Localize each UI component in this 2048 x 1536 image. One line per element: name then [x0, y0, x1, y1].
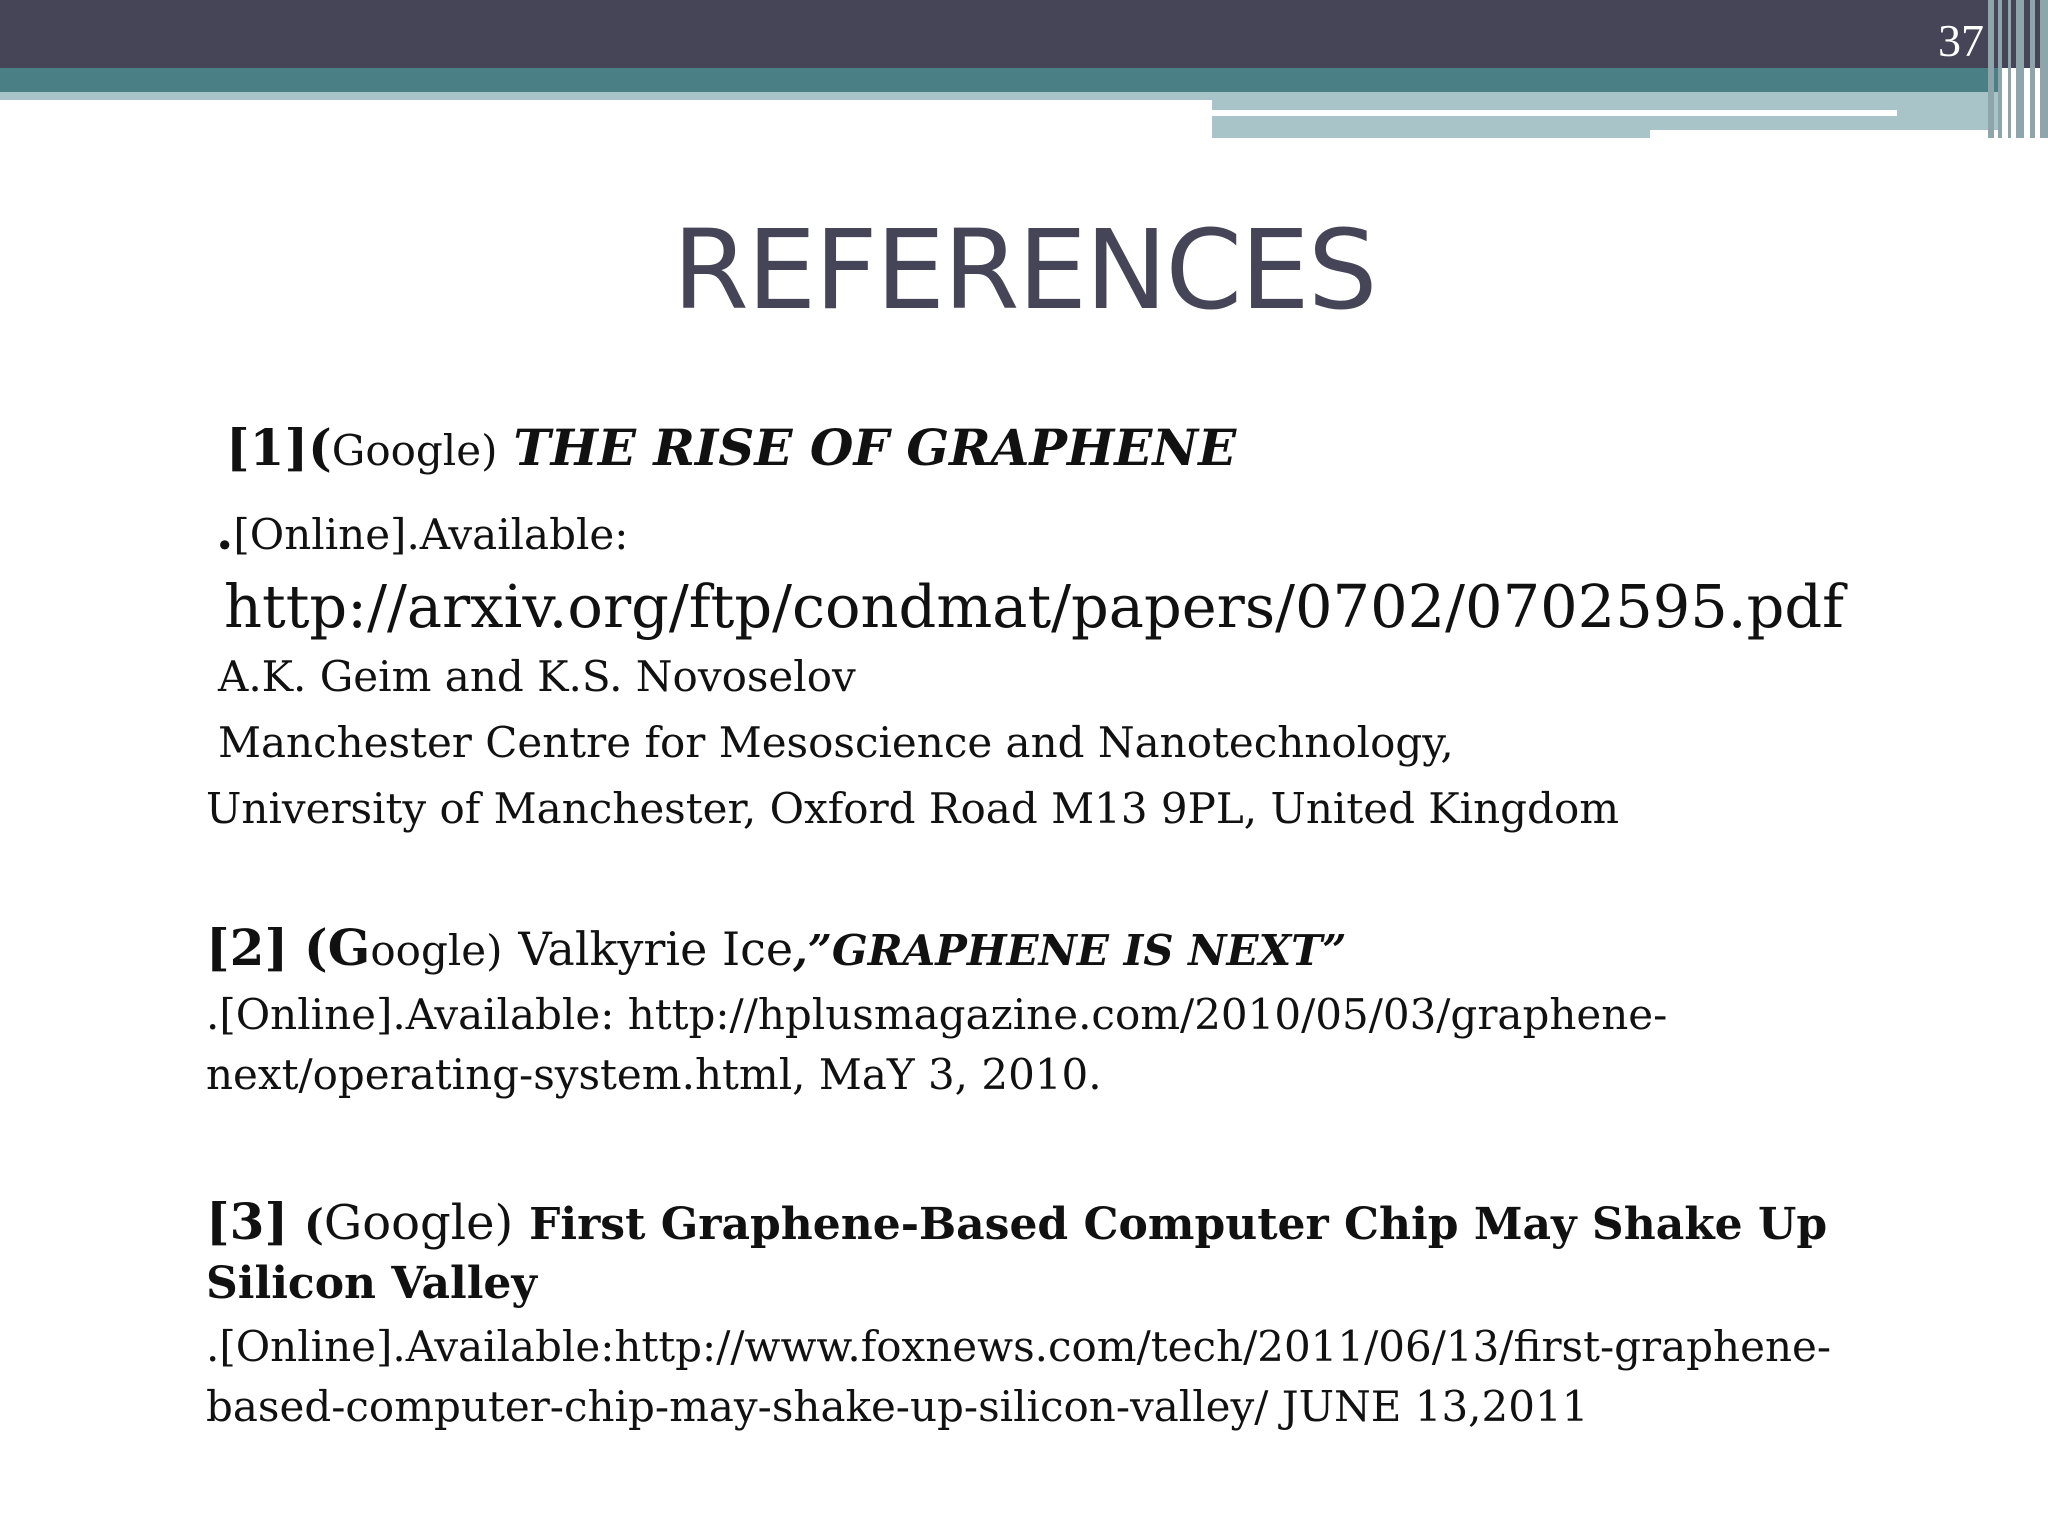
slide-title: REFERENCES [672, 206, 1376, 334]
reference-3-heading [206, 1192, 1827, 1251]
reference-1-url[interactable] [224, 572, 1844, 641]
header-vertical-bar [1988, 0, 1994, 138]
reference-2-line-2[interactable]: .[Online].Available: http://hplusmagazine.com/2010/05/03/graphene- [206, 990, 1668, 1039]
reference-index: [3] [206, 1192, 289, 1251]
reference-1-online [216, 502, 628, 561]
reference-title: ,”GRAPHENE IS NEXT” [793, 926, 1347, 975]
header-vertical-bar [2016, 0, 2024, 138]
reference-source-prefix: (G [304, 918, 371, 977]
header-vertical-bar [2030, 0, 2035, 138]
header-band-light-left [0, 92, 1212, 100]
reference-url-link[interactable]: http://arxiv.org/ftp/condmat/papers/0702/0702595.pdf [224, 572, 1844, 641]
header-white-line [1650, 130, 2000, 138]
slide-number: 37 [1938, 15, 1984, 66]
reference-1-authors: A.K. Geim and K.S. Novoselov [218, 652, 856, 701]
header-vertical-bar [2008, 0, 2011, 138]
reference-3-line-4[interactable]: based-computer-chip-may-shake-up-silicon-valley/ JUNE 13,2011 [206, 1382, 1589, 1431]
reference-title: First Graphene-Based Computer Chip May Shake Up [529, 1199, 1828, 1250]
header-vertical-bar [2040, 0, 2048, 138]
reference-title: THE RISE OF GRAPHENE [513, 418, 1237, 477]
reference-source-prefix: ( [308, 418, 332, 477]
header-white-line [1212, 110, 1897, 116]
reference-1-heading [226, 418, 1236, 477]
reference-2-line-3[interactable]: next/operating-system.html, MaY 3, 2010. [206, 1050, 1102, 1099]
reference-1-affiliation-2: University of Manchester, Oxford Road M13 9PL, United Kingdom [206, 784, 1620, 833]
reference-3-title-line-2: Silicon Valley [206, 1258, 537, 1309]
reference-online-label: [Online].Available: [233, 510, 629, 559]
reference-1-affiliation-1: Manchester Centre for Mesoscience and Nanotechnology, [218, 718, 1454, 767]
reference-2-heading [206, 918, 1347, 977]
reference-source: Google) [323, 1195, 514, 1251]
reference-index: [1] [226, 418, 309, 477]
reference-source-prefix: ( [304, 1200, 324, 1249]
reference-3-line-3[interactable]: .[Online].Available:http://www.foxnews.com/tech/2011/06/13/first-graphene- [206, 1322, 1832, 1371]
reference-index: [2] [206, 918, 289, 977]
header-band-dark [0, 0, 2048, 68]
reference-author: Valkyrie Ice [518, 922, 794, 976]
reference-source: Google) [331, 426, 498, 475]
reference-online-dot: . [216, 502, 234, 561]
header-vertical-bar [1998, 0, 2002, 138]
reference-source: oogle) [370, 926, 503, 975]
header-band-teal [0, 68, 2000, 92]
